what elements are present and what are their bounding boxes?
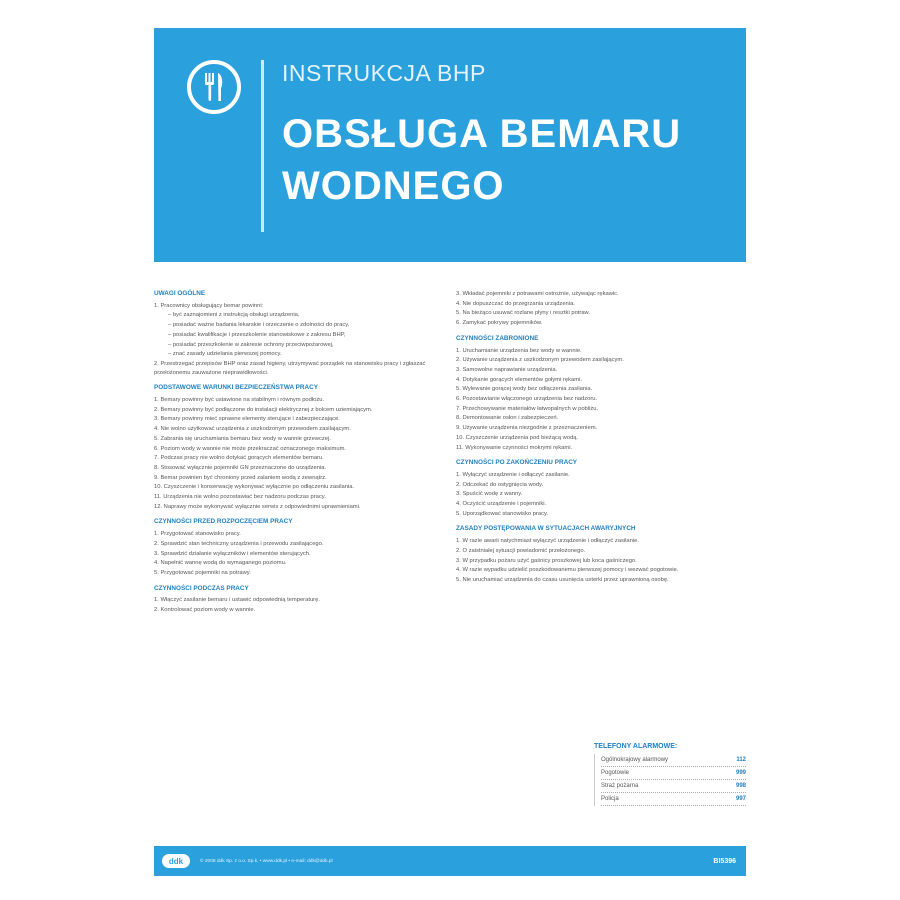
instruction-item: 9. Używanie urządzenia niezgodnie z przeznaczeniem. <box>456 425 598 432</box>
section-heading: ZASADY POSTĘPOWANIA W SYTUACJACH AWARYJNYCH <box>456 525 636 533</box>
phone-label: Ogólnokrajowy alarmowy <box>601 757 669 763</box>
right-column <box>456 290 739 586</box>
phone-label: Policja <box>601 796 619 802</box>
instruction-item: 4. Nie wolno użytkować urządzenia z uszkodzonym przewodem zasilającym. <box>154 426 351 433</box>
section-heading: PODSTAWOWE WARUNKI BEZPIECZEŃSTWA PRACY <box>154 384 319 392</box>
title-line-2: WODNEGO <box>282 164 505 208</box>
instruction-item: 4. Nie dopuszczać do przegrzania urządzenia. <box>456 300 575 307</box>
instruction-item: 2. Kontrolować poziom wody w wannie. <box>154 607 256 614</box>
instruction-item: 7. Podczas pracy nie wolno dotykać gorących elementów bemaru. <box>154 455 324 462</box>
header-kicker: INSTRUKCJA BHP <box>282 60 486 86</box>
company-logo: ddk <box>162 854 190 868</box>
instruction-item: 9. Bemar powinien być chroniony przed zalaniem wodą z zewnątrz. <box>154 474 327 481</box>
instruction-item: 1. Bemary powinny być ustawione na stabilnym i równym podłożu. <box>154 397 325 404</box>
section-heading: CZYNNOŚCI PO ZAKOŃCZENIU PRACY <box>456 459 578 467</box>
instruction-item: 12. Naprawy może wykonywać wyłącznie serwis z odpowiednimi uprawnieniami. <box>154 503 361 510</box>
phones-title: TELEFONY ALARMOWE: <box>594 743 678 750</box>
phone-row <box>601 767 746 780</box>
instruction-item: 1. Uruchamianie urządzenia bez wody w wannie. <box>456 347 582 354</box>
instruction-item: 1. W razie awarii natychmiast wyłączyć urządzenie i odłączyć zasilanie. <box>456 538 639 545</box>
instruction-item: – posiadać kwalifikacje i przeszkolenie stanowiskowe z zakresu BHP, <box>168 331 346 338</box>
instruction-item: 1. Wyłączyć urządzenie i odłączyć zasilanie. <box>456 471 570 478</box>
section-heading: CZYNNOŚCI PRZED ROZPOCZĘCIEM PRACY <box>154 518 293 526</box>
instruction-item: 5. Wylewanie gorącej wody bez odłączenia zasilania. <box>456 386 593 393</box>
instruction-item: 2. Przestrzegać przepisów BHP oraz zasad higieny, utrzymywać porządek na stanowisku pracy i zgłaszać przełożonemu zauważone nieprawidłowości. <box>154 360 426 376</box>
instruction-item: 3. Spuścić wodę z wanny. <box>456 491 523 498</box>
instruction-item: – posiadać ważne badania lekarskie i orzeczenie o zdolności do pracy, <box>168 322 350 329</box>
instruction-item: 4. Oczyścić urządzenie i pojemniki. <box>456 501 547 508</box>
instruction-item: 1. Włączyć zasilanie bemaru i ustawić odpowiednią temperaturę. <box>154 597 320 604</box>
instruction-item: 10. Czyszczenie urządzenia pod bieżącą wodą. <box>456 434 579 441</box>
instruction-item: 8. Stosować wyłącznie pojemniki GN przeznaczone do urządzenia. <box>154 464 327 471</box>
instruction-item: 4. W razie wypadku udzielić poszkodowanemu pierwszej pomocy i wezwać pogotowie. <box>456 567 679 574</box>
section-heading: CZYNNOŚCI ZABRONIONE <box>456 334 539 342</box>
instruction-item: 4. Dotykanie gorących elementów gołymi rękami. <box>456 376 582 383</box>
instruction-item: 3. Bemary powinny mieć sprawne elementy sterujące i zabezpieczające. <box>154 416 340 423</box>
instruction-item: 8. Demontowanie osłon i zabezpieczeń. <box>456 415 559 422</box>
phone-number: 112 <box>736 757 746 763</box>
page-title <box>282 108 681 212</box>
instruction-item: 11. Urządzenia nie wolno pozostawiać bez nadzoru podczas pracy. <box>154 494 326 501</box>
instruction-item: 10. Czyszczenie i konserwację wykonywać wyłącznie po odłączeniu zasilania. <box>154 484 355 491</box>
instruction-item: 2. Bemary powinny być podłączone do instalacji elektrycznej z bolcem uziemiającym. <box>154 406 373 413</box>
instruction-item: 3. W przypadku pożaru użyć gaśnicy proszkowej lub koca gaśniczego. <box>456 557 637 564</box>
phone-number: 999 <box>735 770 746 776</box>
instruction-item: 6. Pozostawianie włączonego urządzenia bez nadzoru. <box>456 396 598 403</box>
footer-text: © 2008 ddk Sp. z o.o. Sp.k. • www.ddk.pl • e-mail: ddk@ddk.pl <box>200 858 333 864</box>
instruction-item: 6. Poziom wody w wannie nie może przekraczać oznaczonego maksimum. <box>154 445 347 452</box>
footer-bar <box>154 846 746 876</box>
instruction-item: – posiadać przeszkolenie w zakresie ochrony przeciwpożarowej, <box>168 341 334 348</box>
title-line-1: OBSŁUGA BEMARU <box>282 112 682 156</box>
instruction-item: 4. Napełnić wannę wodą do wymaganego poziomu. <box>154 560 287 567</box>
phones-list <box>594 754 746 806</box>
instruction-item: 5. Uporządkować stanowisko pracy. <box>456 510 549 517</box>
instruction-item: 2. Sprawdzić stan techniczny urządzenia i przewodu zasilającego. <box>154 540 324 547</box>
instruction-item: 3. Wkładać pojemniki z potrawami ostrożnie, używając rękawic. <box>456 291 619 297</box>
phone-label: Pogotowie <box>601 770 630 776</box>
instruction-item: 5. Zabrania się uruchamiania bemaru bez wody w wannie grzewczej. <box>154 435 331 442</box>
instruction-item: 5. Nie uruchamiać urządzenia do czasu usunięcia usterki przez uprawnioną osobę. <box>456 576 669 583</box>
instruction-item: 7. Przechowywanie materiałów łatwopalnych w pobliżu. <box>456 405 599 412</box>
phone-label: Straż pożarna <box>601 783 639 789</box>
phone-number: 997 <box>735 796 746 802</box>
instruction-sheet <box>154 28 746 876</box>
section-heading: CZYNNOŚCI PODCZAS PRACY <box>154 584 249 592</box>
instruction-item: 2. O zaistniałej sytuacji powiadomić przełożonego. <box>456 547 586 554</box>
emergency-phones <box>594 743 746 806</box>
header-divider <box>261 60 264 232</box>
instruction-item: 3. Sprawdzić działanie wyłączników i elementów sterujących. <box>154 550 311 557</box>
instruction-item: 2. Używanie urządzenia z uszkodzonym przewodem zasilającym. <box>456 357 624 364</box>
product-code: BI5396 <box>713 857 736 865</box>
instruction-item: 6. Zamykać pokrywy pojemników. <box>456 320 543 327</box>
section-heading: UWAGI OGÓLNE <box>154 290 206 297</box>
phone-row <box>601 780 746 793</box>
phone-row <box>601 793 746 806</box>
header-banner <box>154 28 746 262</box>
instruction-item: 1. Przygotować stanowisko pracy. <box>154 531 241 538</box>
instruction-item: 1. Pracownicy obsługujący bemar powinni: <box>154 302 264 309</box>
instruction-item: – znać zasady udzielania pierwszej pomocy. <box>168 351 282 358</box>
instruction-item: 11. Wykonywanie czynności mokrymi rękami. <box>456 444 573 451</box>
instruction-item: 5. Na bieżąco usuwać rozlane płyny i resztki potraw. <box>456 310 591 317</box>
instruction-item: 5. Przygotować pojemniki na potrawy. <box>154 569 251 576</box>
instruction-item: 3. Samowolne naprawianie urządzenia. <box>456 366 558 373</box>
fork-knife-icon <box>187 60 241 114</box>
phone-number: 998 <box>735 783 746 789</box>
instruction-item: – być zaznajomieni z instrukcją obsługi urządzenia, <box>168 312 300 319</box>
instruction-item: 2. Odczekać do ostygnięcia wody. <box>456 481 544 488</box>
left-column <box>154 290 437 616</box>
phone-row <box>601 754 746 767</box>
